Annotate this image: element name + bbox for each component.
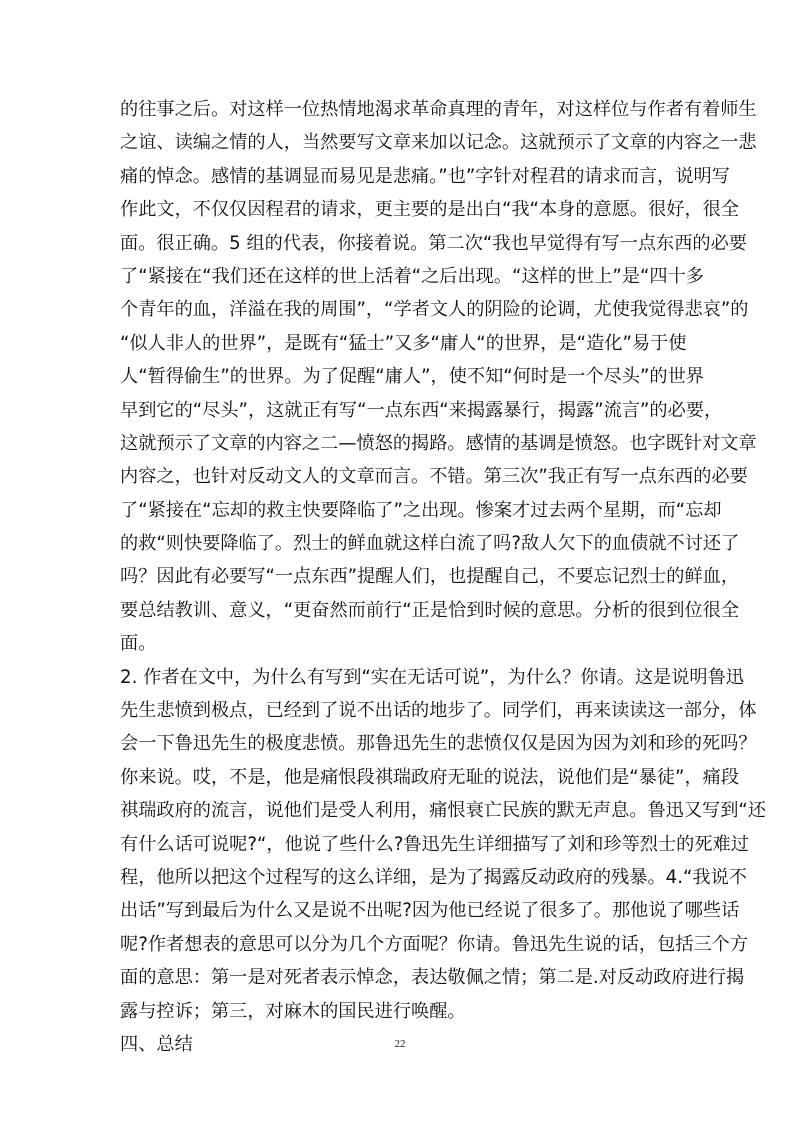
text-line: 作此文，不仅仅因程君的请求，更主要的是出白“我“本身的意愿。很好，很全 bbox=[120, 199, 740, 221]
text-line: 面。很正确。5 组的代表，你接着说。第二次“我也早觉得有写一点东西的必要 bbox=[120, 232, 747, 254]
text-line: “似人非人的世界”，是既有“猛士”又多“庸人“的世界，是“造化”易于使 bbox=[120, 332, 687, 354]
text-line: 之谊、读编之情的人，当然要写文章来加以记念。这就预示了文章的内容之一悲 bbox=[120, 132, 757, 154]
text-line: 要总结教训、意义，“更奋然而前行“正是恰到时候的意思。分析的很到位很全 bbox=[120, 599, 740, 621]
text-line: 的救“则快要降临了。烈士的鲜血就这样白流了吗?敌人欠下的血债就不讨还了 bbox=[120, 533, 740, 555]
text-line: 露与控诉；第三，对麻木的国民进行唤醒。 bbox=[120, 1000, 466, 1022]
document-body bbox=[120, 93, 766, 1061]
text-line: 了“紧接在“忘却的救主快要降临了”之出现。惨案才过去两个星期，而“忘却 bbox=[120, 499, 722, 521]
text-line: 会一下鲁迅先生的极度悲愤。那鲁迅先生的悲愤仅仅是因为因为刘和珍的死吗？ bbox=[120, 733, 757, 755]
text-line: 呢?作者想表的意思可以分为几个方面呢？你请。鲁迅先生说的话，包括三个方 bbox=[120, 933, 749, 955]
text-line: 出话”写到最后为什么又是说不出呢?因为他已经说了很多了。那他说了哪些话 bbox=[120, 900, 740, 922]
text-line: 的往事之后。对这样一位热情地渴求革命真理的青年，对这样位与作者有着师生 bbox=[120, 99, 757, 120]
text-line: 面的意思：第一是对死者表示悼念，表达敬佩之情；第二是.对反动政府进行揭 bbox=[120, 967, 745, 989]
text-line: 内容之，也针对反动文人的文章而言。不错。第三次”我正有写一点东西的必要 bbox=[120, 466, 748, 488]
page-number: 22 bbox=[394, 1038, 406, 1050]
text-line: 程，他所以把这个过程写的这么详细，是为了揭露反动政府的残暴。4.“我说不 bbox=[120, 866, 747, 888]
text-line: 了“紧接在“我们还在这样的世上活着“之后出现。“这样的世上”是“四十多 bbox=[120, 265, 704, 287]
text-line: 这就预示了文章的内容之二—愤怒的揭路。感情的基调是愤怒。也字既针对文章 bbox=[120, 432, 757, 454]
text-line: 你来说。哎，不是，他是痛恨段祺瑞政府无耻的说法，说他们是“暴徒”，痛段 bbox=[120, 766, 740, 788]
text-line: 先生悲愤到极点，已经到了说不出话的地步了。同学们，再来读读这一部分，体 bbox=[120, 700, 757, 722]
text-line: 2. 作者在文中，为什么有写到“实在无话可说”，为什么？你请。这是说明鲁迅 bbox=[120, 666, 744, 688]
text-line: 个青年的血，洋溢在我的周围”，“学者文人的阴险的论调，尤使我觉得悲哀”的 bbox=[120, 299, 749, 321]
section-heading: 四、总结 bbox=[120, 1033, 193, 1055]
text-line: 吗？因此有必要写“一点东西”提醒人们，也提醒自己，不要忘记烈士的鲜血， bbox=[120, 566, 740, 588]
text-line: 有什么话可说呢?“，他说了些什么?鲁迅先生详细描写了刘和珍等烈士的死难过 bbox=[120, 833, 749, 855]
text-line: 痛的悼念。感情的基调显而易见是悲痛。”也”字针对程君的请求而言，说明写 bbox=[120, 165, 730, 187]
text-line: 面。 bbox=[120, 633, 157, 655]
text-line: 早到它的“尽头”，这就正有写“一点东西“来揭露暴行，揭露”流言”的必要， bbox=[120, 399, 723, 421]
text-line: 祺瑞政府的流言，说他们是受人利用，痛恨衰亡民族的默无声息。鲁迅又写到“还 bbox=[120, 800, 766, 822]
text-line: 人“暂得偷生”的世界。为了促醒“庸人”，使不知“何时是一个尽头”的世界 bbox=[120, 366, 704, 388]
